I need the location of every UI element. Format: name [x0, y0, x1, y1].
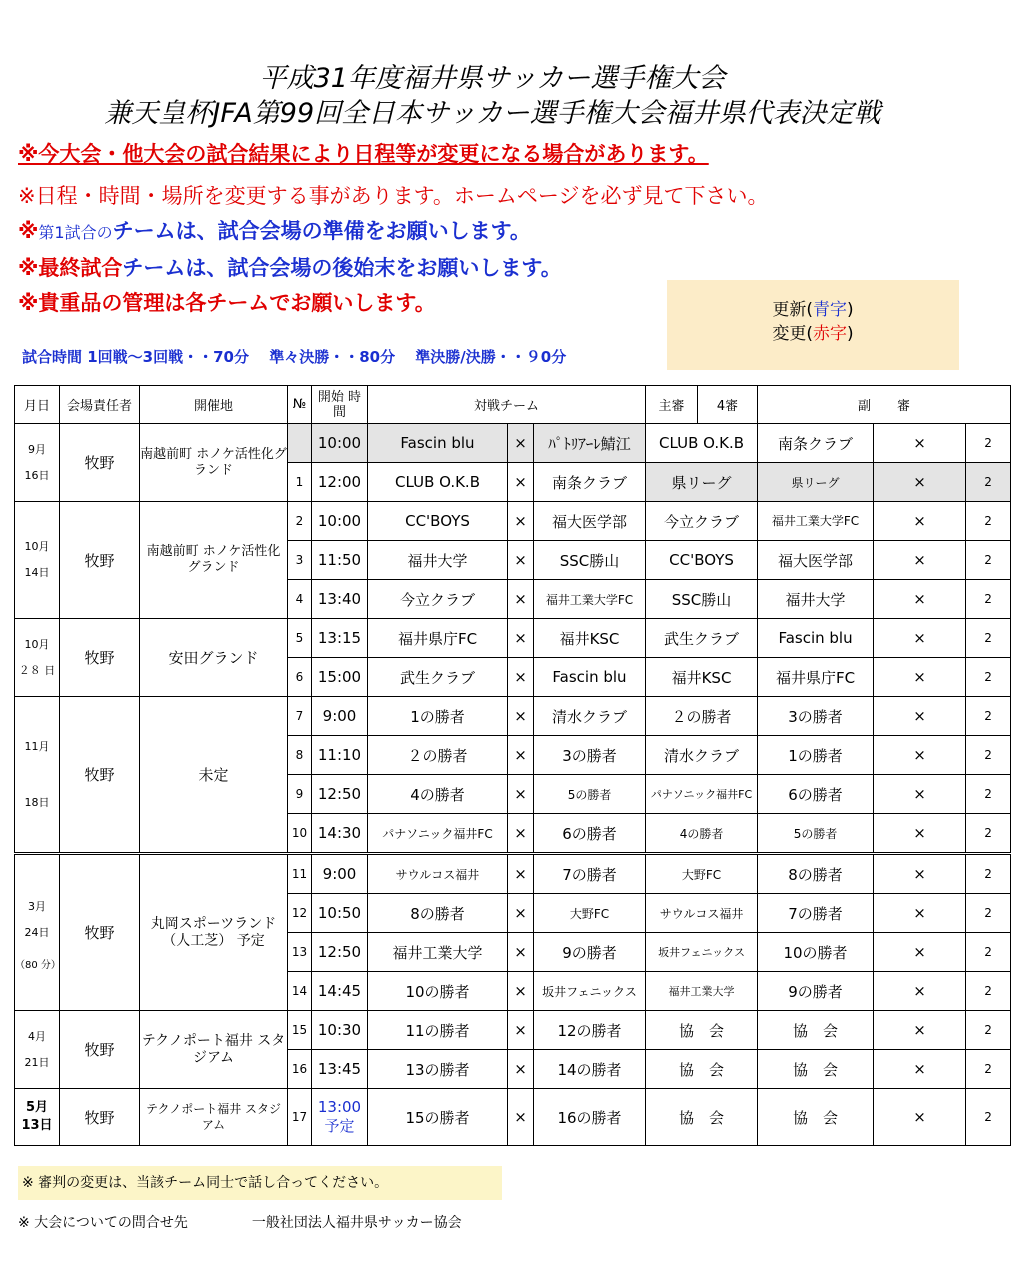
match-duration-note: 試合時間 1回戦～3回戦・・70分 準々決勝・・80分 準決勝/決勝・・９0分	[22, 348, 567, 366]
group-date: 11月 18日	[15, 697, 60, 854]
home-team: 4の勝者	[368, 775, 508, 814]
home-team: 1の勝者	[368, 697, 508, 736]
match-time: 12:50	[312, 933, 368, 972]
match-no: 14	[288, 972, 312, 1011]
header-venue: 開催地	[140, 386, 288, 424]
vs-mark: ×	[508, 619, 534, 658]
vs-mark: ×	[508, 1089, 534, 1146]
group-manager: 牧野	[60, 502, 140, 619]
away-team: 福大医学部	[534, 502, 646, 541]
assistant-count: 2	[966, 424, 1011, 463]
assistant-count: 2	[966, 697, 1011, 736]
vs-mark: ×	[508, 814, 534, 854]
vs-mark: ×	[874, 814, 966, 854]
assistant-referee: 福井工業大学FC	[758, 502, 874, 541]
assistant-count: 2	[966, 894, 1011, 933]
assistant-referee: Fascin blu	[758, 619, 874, 658]
match-no: 15	[288, 1011, 312, 1050]
assistant-count: 2	[966, 658, 1011, 697]
header-manager: 会場責任者	[60, 386, 140, 424]
vs-mark: ×	[508, 580, 534, 619]
home-team: 福井大学	[368, 541, 508, 580]
assistant-count: 2	[966, 854, 1011, 894]
match-time: 13:45	[312, 1050, 368, 1089]
referee: 福井工業大学	[646, 972, 758, 1011]
vs-mark: ×	[874, 541, 966, 580]
last-match-text: チームは、試合会場の後始末をお願いします。	[122, 256, 562, 280]
assistant-referee: 10の勝者	[758, 933, 874, 972]
assistant-count: 2	[966, 736, 1011, 775]
vs-mark: ×	[508, 658, 534, 697]
match-time: 9:00	[312, 854, 368, 894]
header-no: №	[288, 386, 312, 424]
vs-mark: ×	[508, 933, 534, 972]
table-row	[15, 697, 1011, 736]
assistant-referee: 協 会	[758, 1011, 874, 1050]
group-venue: 丸岡スポーツランド （人工芝） 予定	[140, 854, 288, 1011]
away-team: 清水クラブ	[534, 697, 646, 736]
referee: 大野FC	[646, 854, 758, 894]
home-team: Fascin blu	[368, 424, 508, 463]
vs-mark: ×	[508, 894, 534, 933]
group-date: 4月 21日	[15, 1011, 60, 1089]
vs-mark: ×	[874, 775, 966, 814]
group-manager: 牧野	[60, 854, 140, 1011]
match-time: 11:10	[312, 736, 368, 775]
table-row	[15, 1011, 1011, 1050]
vs-mark: ×	[874, 502, 966, 541]
away-team: 16の勝者	[534, 1089, 646, 1146]
notice-check-homepage: ※日程・時間・場所を変更する事があります。ホームページを必ず見て下さい。	[18, 184, 769, 208]
away-team: 12の勝者	[534, 1011, 646, 1050]
match-time: 13:40	[312, 580, 368, 619]
match-no: 3	[288, 541, 312, 580]
group-manager: 牧野	[60, 1011, 140, 1089]
away-team: 福井工業大学FC	[534, 580, 646, 619]
away-team: Fascin blu	[534, 658, 646, 697]
referee: 坂井フェニックス	[646, 933, 758, 972]
vs-mark: ×	[508, 697, 534, 736]
away-team: 6の勝者	[534, 814, 646, 854]
referee: 今立クラブ	[646, 502, 758, 541]
match-no: 12	[288, 894, 312, 933]
vs-mark: ×	[874, 1050, 966, 1089]
match-time: 14:45	[312, 972, 368, 1011]
group-venue: 安田グランド	[140, 619, 288, 697]
assistant-count: 2	[966, 502, 1011, 541]
away-team: 福井KSC	[534, 619, 646, 658]
match-time: 12:50	[312, 775, 368, 814]
assistant-referee: 3の勝者	[758, 697, 874, 736]
group-manager: 牧野	[60, 1089, 140, 1146]
vs-mark: ×	[508, 541, 534, 580]
vs-mark: ×	[874, 658, 966, 697]
header-assistant: 副 審	[758, 386, 1011, 424]
header-start-time: 開始 時間	[312, 386, 368, 424]
assistant-referee: 9の勝者	[758, 972, 874, 1011]
match-no: 6	[288, 658, 312, 697]
assistant-count: 2	[966, 541, 1011, 580]
first-match-label: 第1試合の	[38, 223, 113, 242]
match-no: 9	[288, 775, 312, 814]
away-team: 3の勝者	[534, 736, 646, 775]
group-manager: 牧野	[60, 697, 140, 854]
home-team: 15の勝者	[368, 1089, 508, 1146]
assistant-count: 2	[966, 580, 1011, 619]
schedule-table	[14, 385, 1011, 1146]
referee: CLUB O.K.B	[646, 424, 758, 463]
match-no: 1	[288, 463, 312, 502]
match-time: 11:50	[312, 541, 368, 580]
assistant-referee: 1の勝者	[758, 736, 874, 775]
referee: CC'BOYS	[646, 541, 758, 580]
referee: SSC勝山	[646, 580, 758, 619]
home-team: 福井県庁FC	[368, 619, 508, 658]
note-mark: ※	[18, 256, 39, 280]
assistant-count: 2	[966, 1089, 1011, 1146]
table-row	[15, 502, 1011, 541]
assistant-referee: 南条クラブ	[758, 424, 874, 463]
match-time: 10:30	[312, 1011, 368, 1050]
match-time: 13:00 予定	[312, 1089, 368, 1146]
away-team: 南条クラブ	[534, 463, 646, 502]
vs-mark: ×	[874, 1089, 966, 1146]
vs-mark: ×	[508, 854, 534, 894]
match-time: 10:50	[312, 894, 368, 933]
vs-mark: ×	[874, 933, 966, 972]
group-date: 10月 14日	[15, 502, 60, 619]
vs-mark: ×	[874, 463, 966, 502]
first-match-text: チームは、試合会場の準備をお願いします。	[112, 219, 531, 243]
table-row	[15, 854, 1011, 894]
assistant-count: 2	[966, 814, 1011, 854]
vs-mark: ×	[508, 502, 534, 541]
contact-organization: 一般社団法人福井県サッカー協会	[251, 1215, 462, 1231]
vs-mark: ×	[874, 619, 966, 658]
contact-label: ※ 大会についての問合せ先	[18, 1215, 188, 1231]
assistant-referee: 県リーグ	[758, 463, 874, 502]
home-team: CC'BOYS	[368, 502, 508, 541]
away-team: 7の勝者	[534, 854, 646, 894]
home-team: パナソニック福井FC	[368, 814, 508, 854]
header-fourth-official: 4審	[698, 386, 758, 424]
assistant-referee: 7の勝者	[758, 894, 874, 933]
match-time: 12:00	[312, 463, 368, 502]
away-team: 5の勝者	[534, 775, 646, 814]
vs-mark: ×	[508, 463, 534, 502]
last-match-label: 最終試合	[38, 256, 123, 280]
home-team: 11の勝者	[368, 1011, 508, 1050]
referee: 協 会	[646, 1050, 758, 1089]
group-manager: 牧野	[60, 619, 140, 697]
away-team: 9の勝者	[534, 933, 646, 972]
match-no: 13	[288, 933, 312, 972]
notice-first-match	[18, 215, 531, 245]
header-teams: 対戦チーム	[368, 386, 646, 424]
referee: 協 会	[646, 1089, 758, 1146]
group-venue: テクノポート福井 スタジアム	[140, 1089, 288, 1146]
home-team: 13の勝者	[368, 1050, 508, 1089]
match-no: 16	[288, 1050, 312, 1089]
assistant-count: 2	[966, 1011, 1011, 1050]
home-team: CLUB O.K.B	[368, 463, 508, 502]
referee: 福井KSC	[646, 658, 758, 697]
home-team: 今立クラブ	[368, 580, 508, 619]
away-team: ﾊﾟﾄﾘｱｰﾚ鯖江	[534, 424, 646, 463]
notice-schedule-change: ※今大会・他大会の試合結果により日程等が変更になる場合があります。	[18, 142, 709, 166]
referee: ２の勝者	[646, 697, 758, 736]
home-team: 福井工業大学	[368, 933, 508, 972]
update-legend	[667, 280, 959, 370]
update-legend-blue: 更新(青字)	[772, 300, 854, 320]
match-time: 13:15	[312, 619, 368, 658]
group-date: 5月 13日	[15, 1089, 60, 1146]
note-mark: ※	[18, 219, 39, 243]
referee: 武生クラブ	[646, 619, 758, 658]
notice-valuables: ※貴重品の管理は各チームでお願いします。	[18, 291, 436, 315]
match-time: 9:00	[312, 697, 368, 736]
match-no	[288, 424, 312, 463]
title-line-2: 兼天皇杯JFA第99回全日本サッカー選手権大会福井県代表決定戦	[104, 98, 881, 129]
vs-mark: ×	[508, 736, 534, 775]
match-no: 7	[288, 697, 312, 736]
match-time: 15:00	[312, 658, 368, 697]
group-date: 10月 ２８ 日	[15, 619, 60, 697]
vs-mark: ×	[508, 1050, 534, 1089]
home-team: 武生クラブ	[368, 658, 508, 697]
assistant-referee: 福大医学部	[758, 541, 874, 580]
away-team: SSC勝山	[534, 541, 646, 580]
referee: パナソニック福井FC	[646, 775, 758, 814]
match-no: 11	[288, 854, 312, 894]
vs-mark: ×	[874, 736, 966, 775]
header-referee: 主審	[646, 386, 698, 424]
match-no: 17	[288, 1089, 312, 1146]
title-line-1: 平成31年度福井県サッカー選手権大会	[259, 63, 726, 94]
referee: 協 会	[646, 1011, 758, 1050]
home-team: ２の勝者	[368, 736, 508, 775]
assistant-referee: 協 会	[758, 1050, 874, 1089]
assistant-referee: 福井県庁FC	[758, 658, 874, 697]
match-time: 14:30	[312, 814, 368, 854]
assistant-referee: 協 会	[758, 1089, 874, 1146]
vs-mark: ×	[874, 1011, 966, 1050]
table-header-row	[15, 386, 1011, 424]
assistant-referee: 福井大学	[758, 580, 874, 619]
vs-mark: ×	[508, 775, 534, 814]
header-month-day: 月日	[15, 386, 60, 424]
referee: サウルコス福井	[646, 894, 758, 933]
group-venue: 未定	[140, 697, 288, 854]
vs-mark: ×	[874, 424, 966, 463]
assistant-count: 2	[966, 619, 1011, 658]
group-date: 9月 16日	[15, 424, 60, 502]
table-row	[15, 619, 1011, 658]
vs-mark: ×	[874, 972, 966, 1011]
assistant-referee: 6の勝者	[758, 775, 874, 814]
match-no: 8	[288, 736, 312, 775]
match-no: 2	[288, 502, 312, 541]
group-venue: 南越前町 ホノケ活性化グランド	[140, 424, 288, 502]
assistant-count: 2	[966, 972, 1011, 1011]
referee: 4の勝者	[646, 814, 758, 854]
assistant-count: 2	[966, 775, 1011, 814]
notice-last-match	[18, 252, 562, 282]
vs-mark: ×	[874, 894, 966, 933]
home-team: 10の勝者	[368, 972, 508, 1011]
vs-mark: ×	[874, 580, 966, 619]
group-manager: 牧野	[60, 424, 140, 502]
match-no: 10	[288, 814, 312, 854]
referee-change-note: ※ 審判の変更は、当該チーム同士で話し合ってください。	[18, 1166, 502, 1200]
group-date: 3月 24日 （80 分）	[15, 854, 60, 1011]
match-no: 4	[288, 580, 312, 619]
vs-mark: ×	[508, 424, 534, 463]
update-legend-red: 変更(赤字)	[772, 324, 854, 344]
match-no: 5	[288, 619, 312, 658]
vs-mark: ×	[508, 1011, 534, 1050]
contact-note	[18, 1212, 462, 1232]
match-time: 10:00	[312, 502, 368, 541]
group-venue: 南越前町 ホノケ活性化 グランド	[140, 502, 288, 619]
table-row	[15, 1089, 1011, 1146]
vs-mark: ×	[874, 697, 966, 736]
away-team: 大野FC	[534, 894, 646, 933]
match-time: 10:00	[312, 424, 368, 463]
away-team: 坂井フェニックス	[534, 972, 646, 1011]
assistant-count: 2	[966, 933, 1011, 972]
referee: 県リーグ	[646, 463, 758, 502]
assistant-count: 2	[966, 463, 1011, 502]
home-team: 8の勝者	[368, 894, 508, 933]
vs-mark: ×	[874, 854, 966, 894]
table-row	[15, 424, 1011, 463]
group-venue: テクノポート福井 スタジアム	[140, 1011, 288, 1089]
assistant-referee: 5の勝者	[758, 814, 874, 854]
home-team: サウルコス福井	[368, 854, 508, 894]
assistant-referee: 8の勝者	[758, 854, 874, 894]
away-team: 14の勝者	[534, 1050, 646, 1089]
vs-mark: ×	[508, 972, 534, 1011]
referee: 清水クラブ	[646, 736, 758, 775]
assistant-count: 2	[966, 1050, 1011, 1089]
